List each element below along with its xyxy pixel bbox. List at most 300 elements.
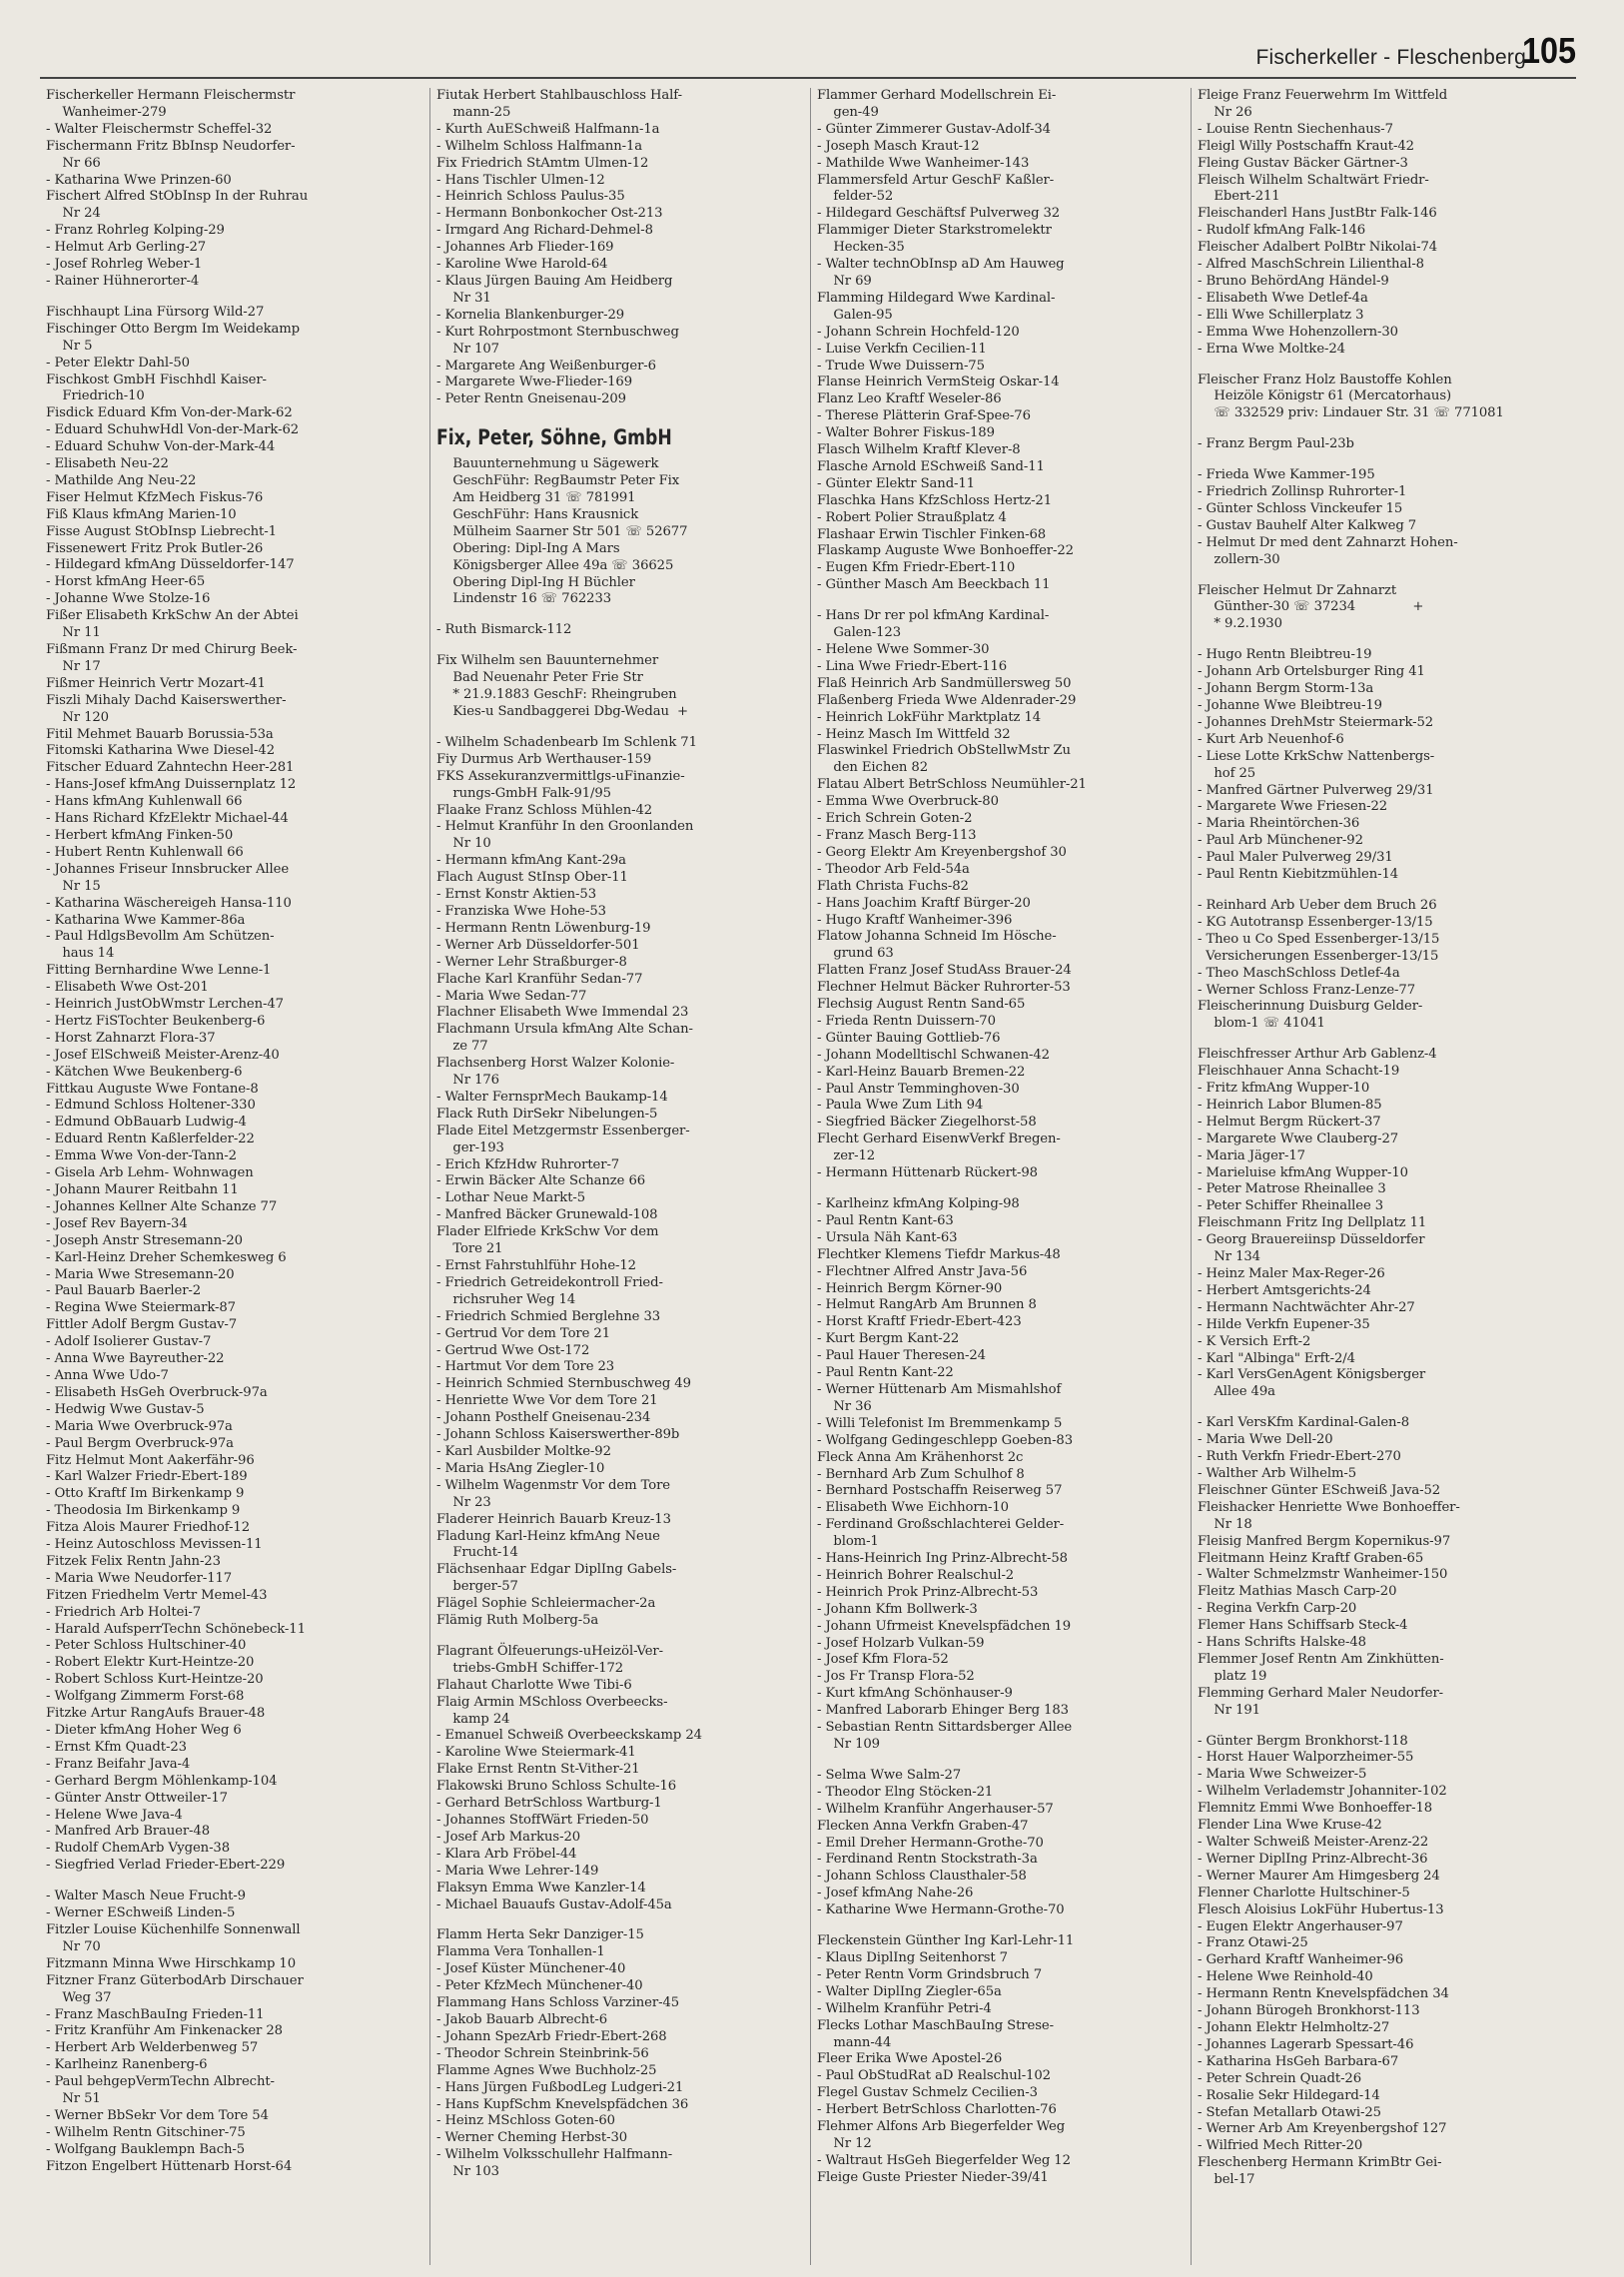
directory-entry: Fiutak Herbert Stahlbauschloss Half- mann-25 <box>436 88 682 120</box>
directory-entry: - Paul Rentn Kiebitzmühlen-14 <box>1198 867 1399 883</box>
directory-entry: - Johann Bürogeh Bronkhorst-113 <box>1198 2003 1420 2019</box>
directory-entry: - Elisabeth Wwe Detlef-4a <box>1198 290 1368 306</box>
directory-entry: - Hilde Verkfn Eupener-35 <box>1198 1316 1370 1332</box>
directory-entry: - Hermann Rentn Löwenburg-19 <box>436 920 651 936</box>
directory-entry: - Gisela Arb Lehm- Wohnwagen <box>46 1165 254 1181</box>
directory-entry: - Heinrich JustObWmstr Lerchen-47 <box>46 997 284 1013</box>
directory-entry: - Josef Rohrleg Weber-1 <box>46 257 203 273</box>
directory-entry: Fiß Klaus kfmAng Marien-10 <box>46 506 237 522</box>
directory-entry: Flatten Franz Josef StudAss Brauer-24 <box>817 963 1072 979</box>
directory-entry: - Karl-Heinz Bauarb Bremen-22 <box>817 1064 1026 1080</box>
directory-entry: - Hans kfmAng Kuhlenwall 66 <box>46 794 243 810</box>
directory-entry: - Hans Dr rer pol kfmAng Kardinal- Galen-123 <box>817 608 1050 641</box>
directory-entry: - Margarete Ang Weißenburger-6 <box>436 358 656 374</box>
directory-entry: - Herbert Arb Welderbenweg 57 <box>46 2040 259 2056</box>
directory-entry: - Paul Anstr Temminghoven-30 <box>817 1081 1020 1097</box>
directory-entry: - Theodor Arb Feld-54a <box>817 861 970 877</box>
directory-entry: - Friedrich Zollinsp Ruhrorter-1 <box>1198 484 1407 500</box>
directory-entry: - Günter Bergm Bronkhorst-118 <box>1198 1733 1408 1749</box>
directory-entry: - Horst Zahnarzt Flora-37 <box>46 1030 216 1046</box>
directory-entry: - Helmut Bergm Rückert-37 <box>1198 1114 1381 1130</box>
directory-entry: Fitz Helmut Mont Aakerfähr-96 <box>46 1452 255 1468</box>
directory-entry: - Josef Küster Münchener-40 <box>436 1961 626 1977</box>
directory-entry: Fleing Gustav Bäcker Gärtner-3 <box>1198 155 1408 171</box>
directory-entry: Fitzner Franz GüterbodArb Dirschauer Weg 37 <box>46 1972 304 2005</box>
directory-entry: - Waltraut HsGeh Biegerfelder Weg 12 <box>817 2152 1071 2168</box>
directory-entry: - Maria Wwe Lehrer-149 <box>436 1863 599 1879</box>
directory-entry: - Walter FernsprMech Baukamp-14 <box>436 1089 668 1105</box>
directory-entry: - Dieter kfmAng Hoher Weg 6 <box>46 1723 242 1738</box>
directory-entry: - Heinz Maler Max-Reger-26 <box>1198 1266 1385 1281</box>
directory-entry: - Hans Joachim Kraftf Bürger-20 <box>817 895 1031 911</box>
directory-entry: - Mathilde Ang Neu-22 <box>46 472 197 488</box>
directory-column-2 <box>436 88 811 2270</box>
directory-entry: Fitil Mehmet Bauarb Borussia-53a <box>46 726 274 742</box>
directory-entry: Flaake Franz Schloss Mühlen-42 <box>436 802 653 818</box>
directory-entry: - Hugo Rentn Bleibtreu-19 <box>1198 647 1372 663</box>
directory-entry: - Horst kfmAng Heer-65 <box>46 574 206 590</box>
directory-columns <box>46 88 1584 2270</box>
directory-entry: - Kurt Rohrpostmont Sternbuschweg Nr 107 <box>436 324 679 357</box>
directory-entry: - Gustav Bauhelf Alter Kalkweg 7 <box>1198 517 1417 533</box>
directory-entry: - Michael Bauaufs Gustav-Adolf-45a <box>436 1897 672 1912</box>
directory-entry: - Georg Elektr Am Kreyenbergshof 30 <box>817 844 1067 860</box>
directory-entry: - Peter Rentn Gneisenau-209 <box>436 391 626 407</box>
directory-entry: - Anna Wwe Bayreuther-22 <box>46 1351 225 1367</box>
directory-entry: Fleige Franz Feuerwehrm Im Wittfeld Nr 26 <box>1198 88 1448 120</box>
directory-entry: - Walter technObInsp aD Am Hauweg Nr 69 <box>817 257 1065 289</box>
directory-entry: - Frieda Wwe Kammer-195 <box>1198 467 1375 483</box>
directory-entry: Fleischmann Fritz Ing Dellplatz 11 <box>1198 1215 1427 1231</box>
directory-entry: - Werner Cheming Herbst-30 <box>436 2130 628 2146</box>
directory-entry: - Peter Schiffer Rheinallee 3 <box>1198 1198 1384 1214</box>
directory-entry: - Gertrud Vor dem Tore 21 <box>436 1325 611 1341</box>
directory-entry: - Hermann kfmAng Kant-29a <box>436 853 626 869</box>
directory-entry: - Emma Wwe Von-der-Tann-2 <box>46 1148 237 1164</box>
directory-entry: - Walter Masch Neue Frucht-9 <box>46 1889 246 1904</box>
directory-entry: Fitzon Engelbert Hüttenarb Horst-64 <box>46 2158 293 2174</box>
directory-entry: - Elisabeth Wwe Ost-201 <box>46 980 209 996</box>
directory-entry: Flashaar Erwin Tischler Finken-68 <box>817 526 1047 542</box>
directory-entry: - Rainer Hühnerorter-4 <box>46 273 200 289</box>
directory-entry: - Karl VersKfm Kardinal-Galen-8 <box>1198 1415 1410 1431</box>
directory-entry: - Heinz MSchloss Goten-60 <box>436 2113 615 2129</box>
directory-entry: - Franziska Wwe Hohe-53 <box>436 903 606 919</box>
directory-entry: - Walter Bohrer Fiskus-189 <box>817 425 995 441</box>
directory-entry: Fißmer Heinrich Vertr Mozart-41 <box>46 675 266 691</box>
directory-entry: Fleisig Manfred Bergm Kopernikus-97 <box>1198 1533 1451 1549</box>
directory-entry: - Kurt kfmAng Schönhauser-9 <box>817 1686 1013 1702</box>
directory-entry: Fischerkeller Hermann Fleischermstr Wanheimer-279 <box>46 88 296 120</box>
directory-entry: Flegel Gustav Schmelz Cecilien-3 <box>817 2085 1038 2101</box>
directory-entry: Flasch Wilhelm Kraftf Klever-8 <box>817 442 1021 458</box>
directory-entry: - Josef Rev Bayern-34 <box>46 1215 188 1231</box>
directory-entry: Flade Eitel Metzgermstr Essenberger- ger-193 <box>436 1123 690 1155</box>
directory-entry: - Manfred Gärtner Pulverweg 29/31 <box>1198 782 1434 798</box>
directory-entry: - Friedrich Getreidekontroll Fried- richsruher Weg 14 <box>436 1274 663 1307</box>
directory-entry: Fittkau Auguste Wwe Fontane-8 <box>46 1081 259 1097</box>
directory-entry: - Johann Schloss Kaiserswerther-89b <box>436 1427 680 1443</box>
directory-entry: - Karlheinz kfmAng Kolping-98 <box>817 1196 1020 1211</box>
directory-entry: - Katharina Wwe Kammer-86a <box>46 912 246 928</box>
directory-entry: - Gerhard Kraftf Wanheimer-96 <box>1198 1952 1404 1968</box>
directory-entry: - Elisabeth Neu-22 <box>46 456 169 472</box>
directory-entry: - Joseph Masch Kraut-12 <box>817 138 980 154</box>
directory-entry: Fitzler Louise Küchenhilfe Sonnenwall Nr 70 <box>46 1921 301 1954</box>
directory-entry: - Katharina Wwe Prinzen-60 <box>46 172 232 188</box>
directory-entry: - Walther Arb Wilhelm-5 <box>1198 1465 1357 1481</box>
directory-entry: - Paul HdlgsBevollm Am Schützen- haus 14 <box>46 929 275 962</box>
directory-entry: - Joseph Anstr Stresemann-20 <box>46 1232 243 1248</box>
directory-entry: - Helene Wwe Sommer-30 <box>817 642 990 657</box>
directory-entry: - Johann Maurer Reitbahn 11 <box>46 1182 239 1197</box>
directory-entry: Fiy Durmus Arb Werthauser-159 <box>436 751 652 767</box>
directory-entry: Flechner Helmut Bäcker Ruhrorter-53 <box>817 980 1071 996</box>
directory-entry: Fitomski Katharina Wwe Diesel-42 <box>46 743 275 759</box>
directory-entry: - Johanne Wwe Bleibtreu-19 <box>1198 698 1382 713</box>
directory-entry: Fleck Anna Am Krähenhorst 2c <box>817 1449 1024 1465</box>
directory-entry: - Rudolf kfmAng Falk-146 <box>1198 223 1366 239</box>
advertisement-title: Fix, Peter, Söhne, GmbH <box>436 425 672 450</box>
directory-entry: - Paul Rentn Kant-22 <box>817 1365 954 1381</box>
directory-entry: Fißer Elisabeth KrkSchw An der Abtei Nr 11 <box>46 608 299 641</box>
directory-entry: - Maria Jäger-17 <box>1198 1147 1305 1163</box>
directory-entry: Fitzmann Minna Wwe Hirschkamp 10 <box>46 1955 297 1971</box>
directory-entry: - Therese Plätterin Graf-Spee-76 <box>817 408 1031 424</box>
directory-entry: - Emanuel Schweiß Overbeeckskamp 24 <box>436 1728 702 1744</box>
directory-entry: Fisse August StObInsp Liebrecht-1 <box>46 523 277 539</box>
directory-entry: - Walter Schmelzmstr Wanheimer-150 <box>1198 1567 1448 1583</box>
directory-entry: - Heinrich Schmied Sternbuschweg 49 <box>436 1376 691 1392</box>
directory-entry: Flammang Hans Schloss Varziner-45 <box>436 1995 680 2011</box>
directory-entry: - Johann Arb Ortelsburger Ring 41 <box>1198 664 1425 680</box>
directory-entry: - Helmut Kranführ In den Groonlanden Nr 10 <box>436 819 694 852</box>
directory-entry: Flaksyn Emma Wwe Kanzler-14 <box>436 1880 646 1896</box>
directory-entry: Flasche Arnold ESchweiß Sand-11 <box>817 458 1045 474</box>
directory-entry: - Elisabeth HsGeh Overbruck-97a <box>46 1384 268 1400</box>
directory-entry: - Paul ObStudRat aD Realschul-102 <box>817 2068 1051 2084</box>
directory-entry: - Josef Arb Markus-20 <box>436 1829 581 1845</box>
directory-entry: - Josef ElSchweiß Meister-Arenz-40 <box>46 1047 280 1063</box>
directory-entry: - Georg Brauereiinsp Düsseldorfer Nr 134 <box>1198 1232 1425 1265</box>
directory-entry: - Maria Rheintörchen-36 <box>1198 816 1360 832</box>
directory-entry: - Heinrich Bohrer Realschul-2 <box>817 1567 1015 1583</box>
directory-entry: Flach August StInsp Ober-11 <box>436 870 628 886</box>
directory-entry: - Hans Richard KfzElektr Michael-44 <box>46 811 289 827</box>
directory-entry: - Josef Holzarb Vulkan-59 <box>817 1635 985 1651</box>
directory-entry: Fladung Karl-Heinz kfmAng Neue Frucht-14 <box>436 1528 660 1561</box>
directory-entry: - Günter Anstr Ottweiler-17 <box>46 1790 228 1806</box>
directory-entry: - Elli Wwe Schillerplatz 3 <box>1198 307 1364 323</box>
directory-entry: - Theodor Elng Stöcken-21 <box>817 1784 994 1800</box>
directory-entry: - Irmgard Ang Richard-Dehmel-8 <box>436 223 653 239</box>
directory-column-3 <box>817 88 1192 2270</box>
directory-entry: Fleisch Wilhelm Schaltwärt Friedr- Ebert-211 <box>1198 172 1429 205</box>
directory-entry: - Gertrud Wwe Ost-172 <box>436 1342 590 1358</box>
directory-entry: - Werner DiplIng Prinz-Albrecht-36 <box>1198 1851 1428 1867</box>
directory-entry: Flecken Anna Verkfn Graben-47 <box>817 1818 1029 1834</box>
directory-entry: - Helene Wwe Reinhold-40 <box>1198 1969 1373 1985</box>
directory-entry: - Fritz kfmAng Wupper-10 <box>1198 1081 1370 1097</box>
directory-entry: - Johann SpezArb Friedr-Ebert-268 <box>436 2028 667 2044</box>
directory-entry: - Klara Arb Fröbel-44 <box>436 1846 577 1862</box>
directory-entry: - Paula Wwe Zum Lith 94 <box>817 1098 984 1114</box>
directory-entry: - Eduard Rentn Kaßlerfelder-22 <box>46 1132 255 1147</box>
directory-entry: - Lina Wwe Friedr-Ebert-116 <box>817 658 1008 674</box>
directory-entry: - Margarete Wwe Friesen-22 <box>1198 799 1388 815</box>
directory-entry: - Wolfgang Zimmerm Forst-68 <box>46 1689 245 1705</box>
directory-entry: - Alfred MaschSchrein Lilienthal-8 <box>1198 257 1424 273</box>
directory-entry: - Herbert BetrSchloss Charlotten-76 <box>817 2102 1057 2118</box>
directory-entry: - Edmund ObBauarb Ludwig-4 <box>46 1115 247 1131</box>
directory-entry: - Werner BbSekr Vor dem Tore 54 <box>46 2107 269 2123</box>
directory-entry: - Heinrich Bergm Körner-90 <box>817 1280 1003 1296</box>
directory-entry: - Johannes StoffWärt Frieden-50 <box>436 1813 649 1828</box>
directory-entry: - Marieluise kfmAng Wupper-10 <box>1198 1164 1408 1180</box>
directory-entry: - Regina Verkfn Carp-20 <box>1198 1601 1357 1617</box>
directory-entry: - Johann Ufrmeist Knevelspfädchen 19 <box>817 1618 1072 1634</box>
directory-entry: Fischermann Fritz BbInsp Neudorfer- Nr 66 <box>46 138 296 171</box>
directory-entry: - Harald AufsperrTechn Schönebeck-11 <box>46 1621 306 1637</box>
directory-entry: - Wilhelm Verlademstr Johanniter-102 <box>1198 1784 1447 1800</box>
directory-entry: Fladerer Heinrich Bauarb Kreuz-13 <box>436 1511 671 1527</box>
directory-entry: - Emma Wwe Overbruck-80 <box>817 794 999 810</box>
directory-entry: Fleischer Franz Holz Baustoffe Kohlen Heizöle Königstr 61 (Mercatorhaus) ☏ 332529 priv: Lindauer Str. 31 ☏ 771081 <box>1198 372 1504 421</box>
directory-entry: Flaßenberg Frieda Wwe Aldenrader-29 <box>817 692 1077 708</box>
directory-entry: Flack Ruth DirSekr Nibelungen-5 <box>436 1106 658 1122</box>
directory-entry: - Bruno BehördAng Händel-9 <box>1198 273 1389 289</box>
directory-entry: - K Versich Erft-2 <box>1198 1333 1311 1349</box>
directory-entry: - Maria Wwe Overbruck-97a <box>46 1418 233 1434</box>
directory-entry: - Hermann Nachtwächter Ahr-27 <box>1198 1299 1415 1315</box>
directory-entry: - Karl VersGenAgent Königsberger Allee 49a <box>1198 1367 1426 1400</box>
directory-entry: Flammersfeld Artur GeschF Kaßler- felder-52 <box>817 172 1055 205</box>
directory-entry: - Franz Beifahr Java-4 <box>46 1756 191 1772</box>
directory-entry: - Katharina HsGeh Barbara-67 <box>1198 2053 1399 2069</box>
directory-entry: - Heinz Autoschloss Mevissen-11 <box>46 1537 263 1553</box>
directory-entry: Flägel Sophie Schleiermacher-2a <box>436 1596 656 1612</box>
directory-entry: Fitzke Artur RangAufs Brauer-48 <box>46 1706 266 1722</box>
directory-entry: Flemmer Josef Rentn Am Zinkhütten- platz 19 <box>1198 1651 1444 1684</box>
directory-entry: Fleischerinnung Duisburg Gelder- blom-1 ☏ 41041 <box>1198 999 1423 1032</box>
directory-entry: Fleigl Willy Postschaffn Kraut-42 <box>1198 138 1414 154</box>
directory-entry: Fleischanderl Hans JustBtr Falk-146 <box>1198 206 1437 222</box>
directory-entry: Flamming Hildegard Wwe Kardinal- Galen-95 <box>817 290 1056 323</box>
directory-entry: - Walter Fleischermstr Scheffel-32 <box>46 121 273 137</box>
directory-entry: Flemnitz Emmi Wwe Bonhoeffer-18 <box>1198 1801 1433 1817</box>
directory-entry: - Margarete Wwe-Flieder-169 <box>436 375 632 390</box>
directory-entry: Fleischer Adalbert PolBtr Nikolai-74 <box>1198 240 1438 256</box>
directory-entry: - Hugo Kraftf Wanheimer-396 <box>817 912 1013 928</box>
directory-entry: - Kurt Arb Neuenhof-6 <box>1198 731 1344 747</box>
directory-entry: - Herbert Amtsgerichts-24 <box>1198 1282 1371 1298</box>
directory-entry: - Jakob Bauarb Albrecht-6 <box>436 2011 608 2027</box>
directory-entry: - Rudolf ChemArb Vygen-38 <box>46 1841 231 1857</box>
directory-entry: - Siegfried Bäcker Ziegelhorst-58 <box>817 1115 1037 1131</box>
directory-entry: Flemming Gerhard Maler Neudorfer- Nr 191 <box>1198 1685 1444 1718</box>
directory-entry: - Johannes Kellner Alte Schanze 77 <box>46 1198 278 1214</box>
directory-entry: Fix Friedrich StAmtm Ulmen-12 <box>436 155 649 171</box>
directory-entry: - Peter Rentn Vorm Grindsbruch 7 <box>817 1966 1043 1982</box>
directory-entry: Flächsenhaar Edgar DiplIng Gabels- berger-57 <box>436 1562 677 1595</box>
directory-entry: - Friedrich Arb Holtei-7 <box>46 1604 202 1620</box>
directory-entry: Flaß Heinrich Arb Sandmüllersweg 50 <box>817 675 1072 691</box>
directory-entry: - Maria Wwe Neudorfer-117 <box>46 1570 233 1586</box>
directory-entry: Fittler Adolf Bergm Gustav-7 <box>46 1317 238 1333</box>
directory-entry: Flakowski Bruno Schloss Schulte-16 <box>436 1779 677 1795</box>
directory-entry: - Horst Hauer Walporzheimer-55 <box>1198 1750 1414 1766</box>
running-header-title: Fischerkeller - Fleschenberg <box>1255 46 1526 69</box>
directory-entry: - Erich KfzHdw Ruhrorter-7 <box>436 1156 620 1172</box>
directory-entry: - Johann Kfm Bollwerk-3 <box>817 1601 978 1617</box>
directory-entry: Flamm Herta Sekr Danziger-15 <box>436 1927 644 1943</box>
directory-entry: Bauunternehmung u Sägewerk GeschFühr: RegBaumstr Peter Fix Am Heidberg 31 ☏ 781991 GeschFühr: Hans Krausnick Mülheim Saarner Str 501 ☏ 52677 Obering: Dipl-Ing A Mars Königsberger Allee 49a ☏ 36625 Obering Dipl-Ing H Büchler Lindenstr 16 ☏ 762233 <box>452 456 688 607</box>
directory-entry: - Kurt Bergm Kant-22 <box>817 1331 960 1347</box>
directory-entry: - Manfred Arb Brauer-48 <box>46 1824 210 1840</box>
directory-entry: - Helmut RangArb Am Brunnen 8 <box>817 1297 1037 1313</box>
directory-entry: - Anna Wwe Udo-7 <box>46 1367 169 1383</box>
directory-entry: Fleischfresser Arthur Arb Gablenz-4 <box>1198 1047 1437 1063</box>
directory-entry: Flanse Heinrich VermSteig Oskar-14 <box>817 375 1060 390</box>
page-header <box>40 0 1624 72</box>
directory-entry: - Walter DiplIng Ziegler-65a <box>817 1983 1002 1999</box>
directory-entry: - Wilhelm Kranführ Angerhauser-57 <box>817 1801 1054 1817</box>
directory-entry: Fleckenstein Günther Ing Karl-Lehr-11 <box>817 1933 1075 1949</box>
directory-entry: Flatow Johanna Schneid Im Hösche- grund 63 <box>817 929 1057 962</box>
directory-entry: - Klaus Jürgen Bauing Am Heidberg Nr 31 <box>436 273 673 306</box>
directory-entry: - Josef Kfm Flora-52 <box>817 1652 949 1668</box>
directory-entry: Fischert Alfred StObInsp In der Ruhrau Nr 24 <box>46 189 309 222</box>
directory-entry: - Hermann Bonbonkocher Ost-213 <box>436 206 663 222</box>
directory-entry: Fitting Bernhardine Wwe Lenne-1 <box>46 963 272 979</box>
directory-entry: - Günter Bauing Gottlieb-76 <box>817 1030 1001 1046</box>
directory-entry: - Werner ESchweiß Linden-5 <box>46 1905 236 1921</box>
directory-entry: Fitza Alois Maurer Friedhof-12 <box>46 1520 250 1536</box>
directory-entry: - Werner Arb Düsseldorfer-501 <box>436 937 640 953</box>
directory-entry: - Heinrich Labor Blumen-85 <box>1198 1097 1382 1113</box>
directory-entry: Flehmer Alfons Arb Biegerfelder Weg Nr 12 <box>817 2119 1066 2151</box>
directory-entry: - Johann Elektr Helmholtz-27 <box>1198 2019 1390 2035</box>
directory-entry: - Kätchen Wwe Beukenberg-6 <box>46 1064 243 1080</box>
directory-entry: Flachsenberg Horst Walzer Kolonie- Nr 176 <box>436 1056 675 1089</box>
directory-entry: Fitzek Felix Rentn Jahn-23 <box>46 1553 221 1569</box>
directory-entry: Flecks Lothar MaschBauIng Strese- mann-44 <box>817 2017 1054 2050</box>
directory-entry: - Werner Hüttenarb Am Mismahlshof Nr 36 <box>817 1381 1062 1414</box>
directory-entry: - Paul Arb Münchener-92 <box>1198 833 1363 849</box>
directory-entry: Flender Lina Wwe Kruse-42 <box>1198 1818 1382 1834</box>
directory-entry: - Regina Wwe Steiermark-87 <box>46 1300 236 1316</box>
directory-entry: - Ruth Bismarck-112 <box>436 622 572 638</box>
directory-entry: - Maria Wwe Sedan-77 <box>436 988 587 1004</box>
directory-entry: - Hermann Hüttenarb Rückert-98 <box>817 1165 1038 1181</box>
directory-entry: Fischinger Otto Bergm Im Weidekamp Nr 5 <box>46 321 301 354</box>
directory-entry: Flatau Albert BetrSchloss Neumühler-21 <box>817 777 1087 793</box>
directory-entry: - Helmut Dr med dent Zahnarzt Hohen- zollern-30 <box>1198 534 1458 567</box>
directory-entry: - Manfred Laborarb Ehinger Berg 183 <box>817 1703 1069 1719</box>
directory-entry: - Liese Lotte KrkSchw Nattenbergs- hof 25 <box>1198 748 1435 781</box>
directory-entry: - Fritz Kranführ Am Finkenacker 28 <box>46 2023 283 2039</box>
directory-entry: Flaig Armin MSchloss Overbeecks- kamp 24 <box>436 1694 668 1727</box>
directory-entry: - Manfred Bäcker Grunewald-108 <box>436 1207 658 1223</box>
directory-entry: - Theodor Schrein Steinbrink-56 <box>436 2045 649 2061</box>
directory-entry: - Paul behgepVermTechn Albrecht- Nr 51 <box>46 2074 275 2107</box>
directory-entry: - Wilhelm Wagenmstr Vor dem Tore Nr 23 <box>436 1477 671 1510</box>
directory-entry: - Reinhard Arb Ueber dem Bruch 26 <box>1198 897 1437 913</box>
directory-entry: - Stefan Metallarb Otawi-25 <box>1198 2104 1381 2120</box>
directory-entry: - Günter Zimmerer Gustav-Adolf-34 <box>817 121 1051 137</box>
directory-entry: - Wilfried Mech Ritter-20 <box>1198 2138 1363 2154</box>
directory-entry: - Hertz FiSTochter Beukenberg-6 <box>46 1013 266 1029</box>
directory-entry: - Werner Arb Am Kreyenbergshof 127 <box>1198 2121 1447 2137</box>
directory-entry: Fleer Erika Wwe Apostel-26 <box>817 2051 1003 2067</box>
directory-entry: - Paul Rentn Kant-63 <box>817 1212 954 1228</box>
directory-entry: - Johannes DrehMstr Steiermark-52 <box>1198 714 1434 730</box>
directory-entry: - Ernst Fahrstuhlführ Hohe-12 <box>436 1258 636 1273</box>
directory-entry: - Johannes Friseur Innsbrucker Allee Nr 15 <box>46 861 290 894</box>
header-rule <box>40 77 1576 79</box>
directory-entry: - Katharina Wäschereigeh Hansa-110 <box>46 895 292 911</box>
directory-entry: - Hildegard Geschäftsf Pulverweg 32 <box>817 206 1061 222</box>
directory-entry: - Erich Schrein Goten-2 <box>817 811 973 827</box>
directory-entry: Flemer Hans Schiffsarb Steck-4 <box>1198 1618 1408 1634</box>
directory-entry: - Luise Verkfn Cecilien-11 <box>817 341 987 357</box>
directory-entry: - Franz MaschBauIng Frieden-11 <box>46 2006 265 2022</box>
directory-entry: - Johannes Lagerarb Spessart-46 <box>1198 2036 1414 2052</box>
directory-entry: - Hans Schrifts Halske-48 <box>1198 1635 1366 1651</box>
directory-column-1 <box>46 88 420 2270</box>
directory-entry: Flamma Vera Tonhallen-1 <box>436 1944 605 1960</box>
directory-entry: - Heinrich Schloss Paulus-35 <box>436 189 625 205</box>
directory-entry: Flachmann Ursula kfmAng Alte Schan- ze 77 <box>436 1022 693 1055</box>
directory-entry: - Peter KfzMech Münchener-40 <box>436 1978 643 1994</box>
directory-entry: - Günther Masch Am Beeckbach 11 <box>817 577 1051 593</box>
directory-entry: - Elisabeth Wwe Eichhorn-10 <box>817 1500 1009 1516</box>
directory-entry: - Hartmut Vor dem Tore 23 <box>436 1359 615 1375</box>
directory-entry: - Erna Wwe Moltke-24 <box>1198 341 1345 357</box>
directory-entry: - Rosalie Sekr Hildegard-14 <box>1198 2087 1380 2103</box>
directory-entry: - Friedrich Schmied Berglehne 33 <box>436 1308 661 1324</box>
directory-entry: - Louise Rentn Siechenhaus-7 <box>1198 121 1393 137</box>
directory-entry: - Hermann Rentn Knevelspfädchen 34 <box>1198 1986 1449 2002</box>
directory-entry: Flecht Gerhard EisenwVerkf Bregen- zer-12 <box>817 1132 1061 1164</box>
directory-entry: Fleishacker Henriette Wwe Bonhoeffer- Nr 18 <box>1198 1499 1460 1532</box>
directory-entry: Fleitmann Heinz Kraftf Graben-65 <box>1198 1550 1424 1566</box>
directory-entry: - Wilhelm Volksschullehr Halfmann- Nr 103 <box>436 2147 673 2180</box>
directory-entry: - Karl "Albinga" Erft-2/4 <box>1198 1350 1355 1366</box>
directory-entry: - Helmut Arb Gerling-27 <box>46 240 207 256</box>
directory-entry: - Josef kfmAng Nahe-26 <box>817 1886 974 1901</box>
directory-entry: - Maria Wwe Schweizer-5 <box>1198 1767 1367 1783</box>
directory-entry: Flache Karl Kranführ Sedan-77 <box>436 971 643 987</box>
directory-entry: Fißmann Franz Dr med Chirurg Beek- Nr 17 <box>46 642 298 674</box>
directory-entry: - Henriette Wwe Vor dem Tore 21 <box>436 1393 658 1409</box>
directory-entry: Fleige Guste Priester Nieder-39/41 <box>817 2169 1049 2185</box>
directory-entry: - Heinrich Prok Prinz-Albrecht-53 <box>817 1584 1039 1600</box>
directory-entry: - Karlheinz Ranenberg-6 <box>46 2057 208 2073</box>
directory-entry: - Wilhelm Kranführ Petri-4 <box>817 2000 992 2016</box>
directory-entry: Flechsig August Rentn Sand-65 <box>817 997 1026 1013</box>
directory-entry: - Heinz Masch Im Wittfeld 32 <box>817 726 1011 742</box>
directory-entry: - Peter Matrose Rheinallee 3 <box>1198 1181 1386 1197</box>
directory-entry: Flammer Gerhard Modellschrein Ei- gen-49 <box>817 88 1057 120</box>
directory-entry: - Theodosia Im Birkenkamp 9 <box>46 1503 241 1519</box>
directory-entry: Fisdick Eduard Kfm Von-der-Mark-62 <box>46 405 293 421</box>
directory-column-4 <box>1198 88 1572 2270</box>
directory-entry: - Günter Elektr Sand-11 <box>817 475 975 491</box>
directory-entry: - Werner Schloss Franz-Lenze-77 <box>1198 982 1415 998</box>
directory-entry: - Karl-Heinz Dreher Schemkesweg 6 <box>46 1249 287 1265</box>
directory-entry: - Johannes Arb Flieder-169 <box>436 240 614 256</box>
